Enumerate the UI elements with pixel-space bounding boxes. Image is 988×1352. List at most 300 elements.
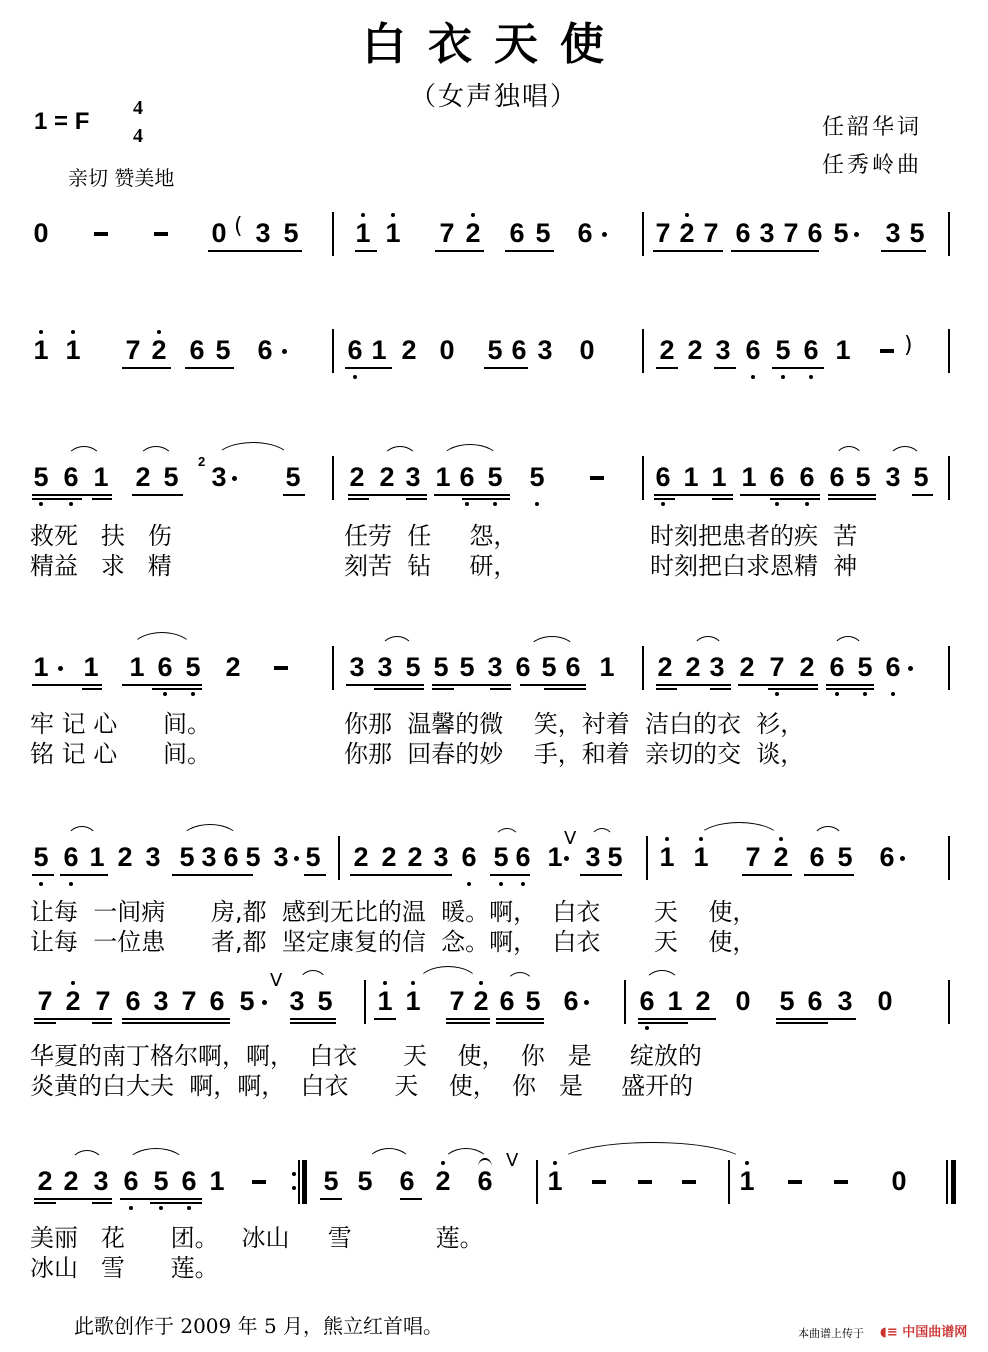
subtitle: （女声独唱） (409, 82, 578, 112)
note: 6 (63, 462, 79, 492)
low-octave-dot (353, 375, 357, 379)
low-octave-dot (809, 375, 813, 379)
time-signature-bottom: 4 (133, 125, 143, 147)
eighth-beam (435, 250, 484, 252)
lyric-line: 让每 一间病 房,都 感到无比的温 暖。啊， 白衣 天 使， (30, 898, 757, 926)
note: 2 (225, 652, 241, 682)
lyric-line: 冰山 雪 莲。 (30, 1254, 219, 1282)
note: 2 (773, 842, 789, 872)
high-octave-dot (411, 981, 415, 985)
slur (416, 966, 480, 985)
site-logo[interactable] (880, 1321, 967, 1340)
eighth-beam (172, 874, 253, 876)
eighth-beam (714, 367, 736, 369)
note: 6 (515, 842, 531, 872)
logo-icon: ◖≡ (880, 1325, 898, 1340)
sixteenth-beam (828, 498, 876, 500)
low-octave-dot (163, 692, 167, 696)
note: 2 (435, 1166, 451, 1196)
note: 5 (153, 1166, 169, 1196)
note: 0 (33, 218, 49, 248)
score-system (0, 214, 988, 338)
bar-line (948, 836, 950, 880)
note: 6 (799, 462, 815, 492)
low-octave-dot (835, 692, 839, 696)
eighth-beam (355, 250, 377, 252)
bar-line (642, 212, 644, 256)
note: 7 (37, 986, 53, 1016)
key-signature: 1 = F (34, 108, 90, 135)
note: 5 (837, 842, 853, 872)
eighth-beam (731, 250, 819, 252)
repeat-dot (292, 1172, 296, 1176)
note: 6 (189, 335, 205, 365)
low-octave-dot (863, 692, 867, 696)
note: 2 (401, 335, 417, 365)
note: 7 (125, 335, 141, 365)
high-octave-dot (383, 981, 387, 985)
slur (692, 636, 724, 651)
slur (528, 636, 576, 651)
eighth-beam (283, 494, 305, 496)
note: 6 (563, 986, 579, 1016)
note: 5 (305, 842, 321, 872)
note: 3 (201, 842, 217, 872)
eighth-beam (320, 1198, 342, 1200)
bar-line (332, 329, 334, 373)
note: 1 (741, 462, 757, 492)
note: 5 (239, 986, 255, 1016)
note: 6 (577, 218, 593, 248)
augmentation-dot (58, 666, 63, 671)
note: 2 (465, 218, 481, 248)
note: 3 (715, 335, 731, 365)
lyric-line: 铭 记 心 间。 (30, 740, 212, 768)
note: 6 (157, 652, 173, 682)
note: 2 (37, 1166, 53, 1196)
note: 5 (245, 842, 261, 872)
note: 1 (33, 335, 49, 365)
note: 6 (879, 842, 895, 872)
high-octave-dot (685, 213, 689, 217)
eighth-beam (34, 1198, 112, 1200)
note: 3 (145, 842, 161, 872)
note: 7 (95, 986, 111, 1016)
note: 3 (487, 652, 503, 682)
note: 5 (535, 218, 551, 248)
eighth-beam (400, 1198, 422, 1200)
note: 1 (739, 1166, 755, 1196)
augmentation-dot (900, 856, 905, 861)
sixteenth-beam (712, 498, 733, 500)
lyric-line: 美丽 花 团。 冰山 雪 莲。 (30, 1224, 484, 1252)
bar-line (646, 836, 648, 880)
bar-line (948, 329, 950, 373)
sixteenth-beam (406, 498, 427, 500)
bar-line (948, 980, 950, 1024)
note: 6 (885, 652, 901, 682)
augmentation-dot (294, 856, 299, 861)
score-system (0, 970, 988, 1106)
augmentation-dot (232, 476, 237, 481)
fermata-icon (478, 1158, 492, 1167)
eighth-beam (490, 874, 530, 876)
eighth-beam (32, 494, 112, 496)
note: 5 (185, 652, 201, 682)
high-octave-dot (361, 213, 365, 217)
note: 5 (459, 652, 475, 682)
note: 1 (65, 335, 81, 365)
low-octave-dot (465, 502, 469, 506)
note: 5 (357, 1166, 373, 1196)
score-system (0, 652, 988, 772)
note: 2 (685, 652, 701, 682)
eighth-beam (496, 1018, 544, 1020)
note: 5 (215, 335, 231, 365)
note: 7 (769, 652, 785, 682)
note: 3 (377, 652, 393, 682)
low-octave-dot (781, 375, 785, 379)
sixteenth-beam (826, 688, 874, 690)
low-octave-dot (493, 502, 497, 506)
sixteenth-beam (92, 498, 112, 500)
sustain-dash (880, 349, 894, 353)
note: 2 (63, 1166, 79, 1196)
low-octave-dot (775, 502, 779, 506)
eighth-beam (374, 1018, 396, 1020)
note: 6 (125, 986, 141, 1016)
eighth-beam (32, 874, 54, 876)
note: 5 (487, 462, 503, 492)
low-octave-dot (499, 882, 503, 886)
note: 1 (33, 652, 49, 682)
note: 5 (775, 335, 791, 365)
note: 6 (639, 986, 655, 1016)
slur (298, 970, 328, 985)
note: 1 (599, 652, 615, 682)
note: 6 (399, 1166, 415, 1196)
high-octave-dot (391, 213, 395, 217)
slur (70, 1150, 104, 1165)
high-octave-dot (71, 981, 75, 985)
augmentation-dot (584, 1000, 589, 1005)
eighth-beam (132, 494, 183, 496)
low-octave-dot (751, 375, 755, 379)
note: 1 (835, 335, 851, 365)
sixteenth-beam (770, 498, 820, 500)
slur (644, 970, 680, 985)
note: 2 (381, 842, 397, 872)
bar-line (728, 1160, 730, 1204)
eighth-beam (304, 874, 326, 876)
note: 6 (461, 842, 477, 872)
sixteenth-beam (152, 688, 202, 690)
sustain-dash (788, 1180, 802, 1184)
note: 6 (769, 462, 785, 492)
note: 5 (913, 462, 929, 492)
note: 6 (347, 335, 363, 365)
augmentation-dot (854, 232, 859, 237)
note: 3 (405, 462, 421, 492)
note: 1 (683, 462, 699, 492)
bar-line (332, 212, 334, 256)
lyricist-credit: 任韶华词 (822, 115, 923, 140)
note: 2 (353, 842, 369, 872)
eighth-beam (446, 1018, 490, 1020)
note: 2 (349, 462, 365, 492)
high-octave-dot (39, 330, 43, 334)
eighth-beam (772, 367, 824, 369)
note: 0 (891, 1166, 907, 1196)
note: 6 (565, 652, 581, 682)
note: 1 (209, 1166, 225, 1196)
lyric-line: 华夏的南丁格尔啊，啊， 白衣 天 使， 你 是 绽放的 (30, 1042, 702, 1070)
sixteenth-beam (150, 1202, 202, 1204)
eighth-beam (345, 367, 392, 369)
sixteenth-beam (490, 688, 511, 690)
high-octave-dot (665, 837, 669, 841)
low-octave-dot (69, 502, 73, 506)
lyric-line: 刻苦 钻 研， (344, 552, 518, 580)
eighth-beam (740, 494, 820, 496)
sixteenth-beam (710, 688, 731, 690)
note: 6 (459, 462, 475, 492)
note: 3 (885, 218, 901, 248)
note: 2 (799, 652, 815, 682)
sixteenth-beam (654, 498, 675, 500)
note: 1 (83, 652, 99, 682)
slur (180, 824, 240, 841)
low-octave-dot (69, 882, 73, 886)
paren-close: ) (904, 333, 913, 358)
breath-mark: V (506, 1150, 519, 1171)
low-octave-dot (535, 502, 539, 506)
score-system (0, 454, 988, 582)
sixteenth-beam (768, 688, 818, 690)
high-octave-dot (157, 330, 161, 334)
note: 1 (547, 842, 563, 872)
note: 5 (779, 986, 795, 1016)
score-system (0, 828, 988, 962)
sustain-dash (592, 1180, 606, 1184)
eighth-beam (346, 684, 424, 686)
eighth-beam (122, 367, 171, 369)
sixteenth-beam (432, 688, 454, 690)
eighth-beam (122, 1018, 230, 1020)
eighth-beam (208, 250, 302, 252)
note: 6 (829, 652, 845, 682)
note: 6 (515, 652, 531, 682)
sustain-dash (682, 1180, 696, 1184)
note: 5 (433, 652, 449, 682)
note: 3 (93, 1166, 109, 1196)
bar-line (536, 1160, 538, 1204)
augmentation-dot (564, 856, 569, 861)
bar-line (948, 646, 950, 690)
low-octave-dot (645, 1026, 649, 1030)
note: 6 (223, 842, 239, 872)
note: 2 (151, 335, 167, 365)
slur (66, 826, 98, 841)
note: 1 (711, 462, 727, 492)
note: 5 (283, 218, 299, 248)
sixteenth-beam (374, 688, 424, 690)
bar-line (332, 456, 334, 500)
repeat-thick-bar (302, 1160, 307, 1204)
upload-text: 本曲谱上传于 (798, 1327, 864, 1340)
bar-line (332, 646, 334, 690)
sustain-dash (252, 1180, 266, 1184)
bar-line (642, 456, 644, 500)
note: 7 (783, 218, 799, 248)
note: 1 (693, 842, 709, 872)
eighth-beam (432, 684, 511, 686)
slur (812, 826, 844, 841)
note: 3 (759, 218, 775, 248)
note: 3 (153, 986, 169, 1016)
note: 3 (211, 462, 227, 492)
note: 3 (709, 652, 725, 682)
eighth-beam (34, 1018, 112, 1020)
low-octave-dot (521, 882, 525, 886)
note: 1 (129, 652, 145, 682)
grace-note: 2 (198, 454, 206, 469)
lyric-line: 救死 扶 伤 (30, 522, 172, 550)
sixteenth-beam (496, 1022, 544, 1024)
sixteenth-beam (92, 1022, 112, 1024)
sixteenth-beam (776, 1022, 828, 1024)
note: 3 (537, 335, 553, 365)
note: 0 (211, 218, 227, 248)
sixteenth-beam (32, 498, 82, 500)
composer-credit: 任秀岭曲 (822, 153, 923, 178)
high-octave-dot (71, 330, 75, 334)
eighth-beam (434, 494, 510, 496)
final-thin-bar (946, 1160, 948, 1204)
final-thick-bar (951, 1160, 956, 1204)
eighth-beam (484, 367, 528, 369)
slur (506, 972, 534, 985)
note: 1 (435, 462, 451, 492)
slur (590, 828, 614, 841)
eighth-beam (348, 494, 427, 496)
repeat-dot (292, 1186, 296, 1190)
time-signature-top: 4 (133, 97, 143, 119)
note: 2 (117, 842, 133, 872)
note: 1 (89, 842, 105, 872)
note: 5 (33, 842, 49, 872)
eighth-beam (742, 874, 792, 876)
low-octave-dot (775, 692, 779, 696)
sixteenth-beam (82, 688, 102, 690)
augmentation-dot (602, 232, 607, 237)
eighth-beam (656, 684, 731, 686)
sustain-dash (154, 232, 168, 236)
lyric-line: 时刻把患者的疾 苦 (650, 522, 858, 550)
note: 5 (487, 335, 503, 365)
note: 6 (181, 1166, 197, 1196)
breath-mark: V (270, 970, 283, 991)
augmentation-dot (282, 349, 287, 354)
low-octave-dot (129, 1206, 133, 1210)
note: 5 (163, 462, 179, 492)
low-octave-dot (805, 502, 809, 506)
eighth-beam (505, 250, 554, 252)
note: 5 (317, 986, 333, 1016)
note: 6 (511, 335, 527, 365)
sustain-dash (274, 666, 288, 670)
note: 6 (809, 842, 825, 872)
lyric-line: 你那 温馨的微 笑，衬着 洁白的衣 衫， (344, 710, 805, 738)
lyric-line: 任劳 任 怨， (344, 522, 518, 550)
footer-note: 此歌创作于 2009 年 5 月，熊立红首唱。 (74, 1314, 444, 1338)
sixteenth-beam (446, 1022, 490, 1024)
note: 7 (745, 842, 761, 872)
eighth-beam (826, 684, 874, 686)
slur (380, 636, 414, 651)
note: 1 (355, 218, 371, 248)
note: 2 (687, 335, 703, 365)
note: 3 (273, 842, 289, 872)
sixteenth-beam (290, 1022, 336, 1024)
sustain-dash (638, 1180, 652, 1184)
eighth-beam (738, 684, 818, 686)
eighth-beam (653, 250, 723, 252)
note: 3 (585, 842, 601, 872)
note: 3 (349, 652, 365, 682)
sixteenth-beam (462, 498, 510, 500)
note: 1 (93, 462, 109, 492)
note: 6 (257, 335, 273, 365)
lyric-line: 让每 一位患 者,都 坚定康复的信 念。啊， 白衣 天 使， (30, 928, 757, 956)
note: 2 (473, 986, 489, 1016)
note: 3 (433, 842, 449, 872)
low-octave-dot (159, 1206, 163, 1210)
note: 6 (735, 218, 751, 248)
sixteenth-beam (122, 1022, 230, 1024)
low-octave-dot (39, 502, 43, 506)
breath-mark: V (564, 828, 577, 849)
sixteenth-beam (638, 1022, 688, 1024)
note: 2 (65, 986, 81, 1016)
slur (130, 632, 194, 651)
note: 5 (833, 218, 849, 248)
note: 5 (855, 462, 871, 492)
note: 2 (135, 462, 151, 492)
note: 2 (379, 462, 395, 492)
note: 5 (529, 462, 545, 492)
note: 6 (509, 218, 525, 248)
eighth-beam (804, 874, 854, 876)
lyric-line: 炎黄的白大夫 啊，啊， 白衣 天 使， 你 是 盛开的 (30, 1072, 694, 1100)
note: 2 (659, 335, 675, 365)
sixteenth-beam (92, 1202, 112, 1204)
bar-line (624, 980, 626, 1024)
note: 5 (323, 1166, 339, 1196)
eighth-beam (350, 874, 452, 876)
slur (126, 1148, 186, 1165)
eighth-beam (122, 684, 202, 686)
note: 1 (377, 986, 393, 1016)
note: 1 (385, 218, 401, 248)
lyric-line: 牢 记 心 间。 (30, 710, 212, 738)
note: 5 (857, 652, 873, 682)
time-signature (130, 94, 146, 150)
note: 5 (405, 652, 421, 682)
note: 7 (655, 218, 671, 248)
low-octave-dot (467, 882, 471, 886)
note: 6 (803, 335, 819, 365)
